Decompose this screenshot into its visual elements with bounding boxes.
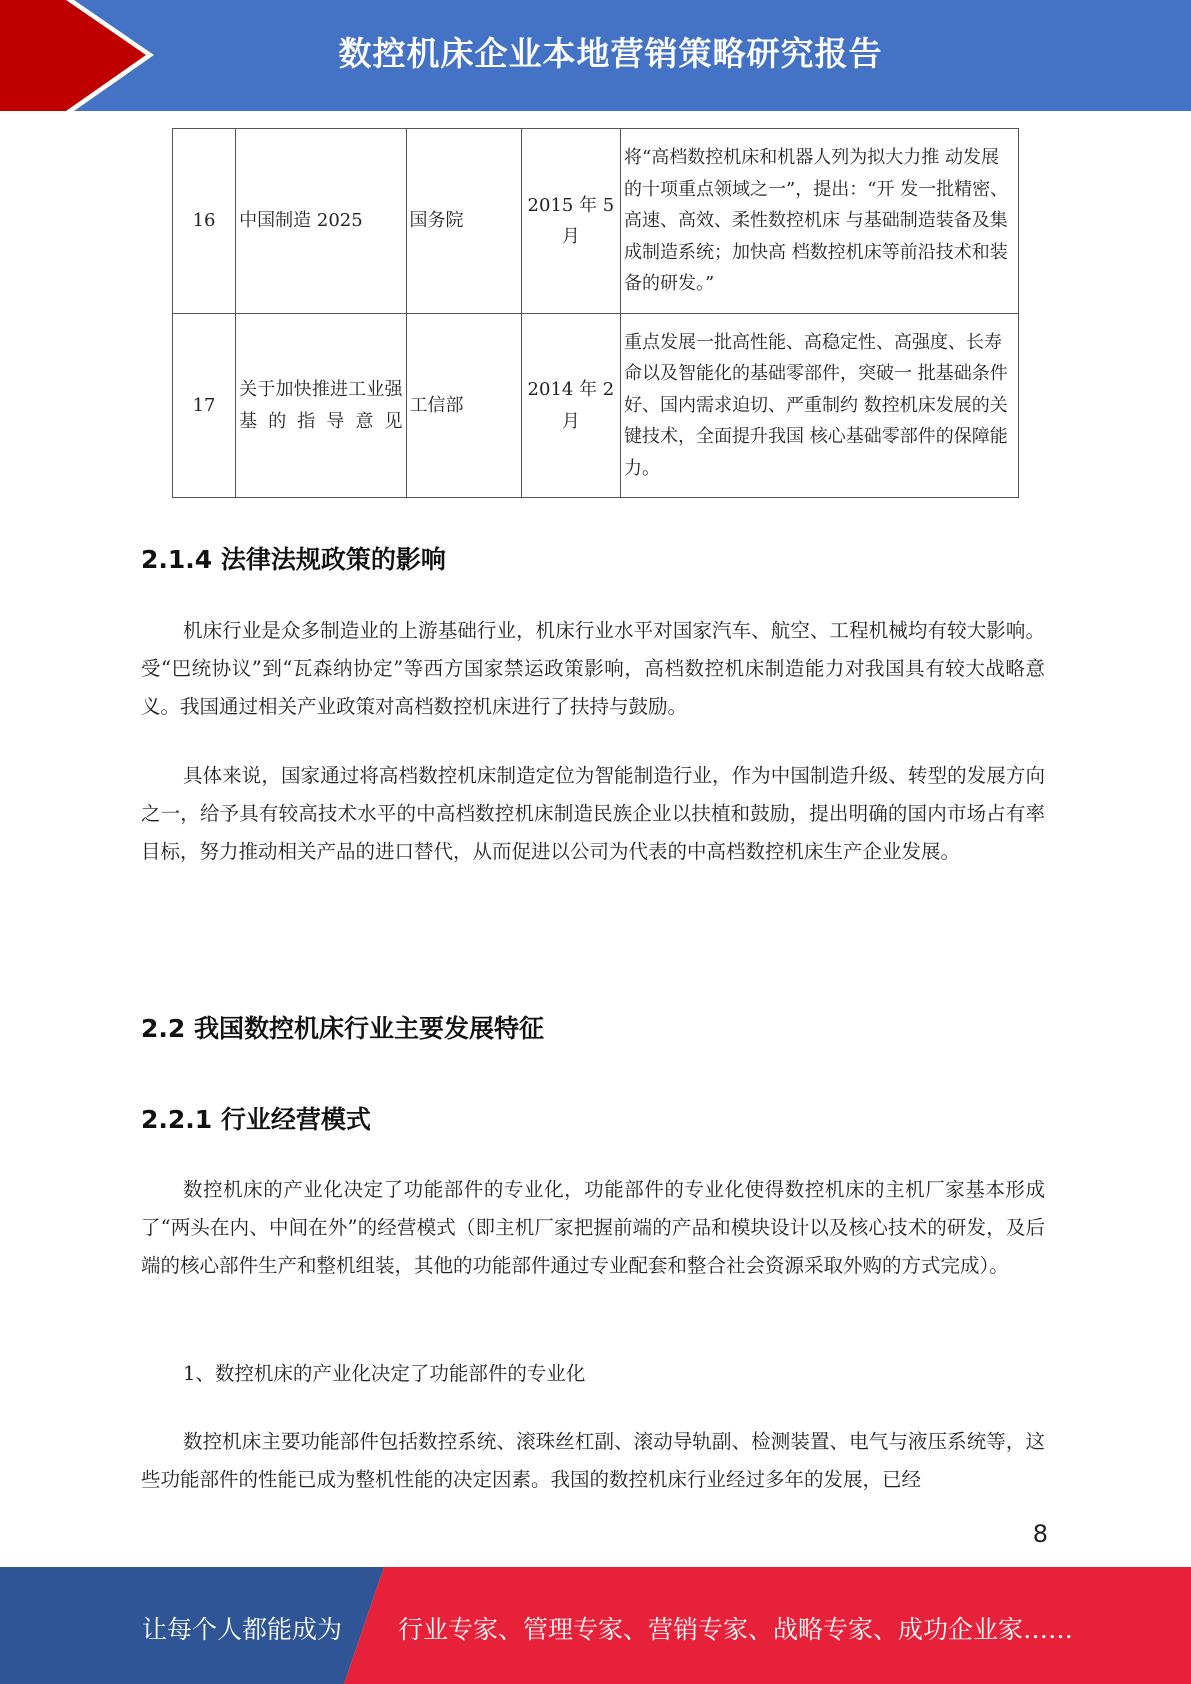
paragraph: 数控机床的产业化决定了功能部件的专业化，功能部件的专业化使得数控机床的主机厂家基本形成了“两头在内、中间在外”的经营模式（即主机厂家把握前端的产品和模块设计以及核心技术的研发，及后端的核心部件生产和整机组装，其他的功能部件通过专业配套和整合社会资源采取外购的方式完成）。 [141,1178,1045,1277]
policy-name: 关于加快推进工业强基的指导意见 [236,314,406,498]
section-heading-2-1-4: 2.1.4 法律法规政策的影响 [141,545,446,574]
page-footer [0,1567,1191,1684]
table-row [173,129,1019,314]
policy-name: 中国制造 2025 [236,129,406,314]
issuing-department: 工信部 [406,314,521,498]
list-item-heading: 1、数控机床的产业化决定了功能部件的专业化 [183,1362,586,1385]
paragraph: 机床行业是众多制造业的上游基础行业，机床行业水平对国家汽车、航空、工程机械均有较大影响。受“巴统协议”到“瓦森纳协定”等西方国家禁运政策影响，高档数控机床制造能力对我国具有较大战略意义。我国通过相关产业政策对高档数控机床进行了扶持与鼓励。 [141,619,1045,718]
report-title: 数控机床企业本地营销策略研究报告 [338,34,883,73]
policy-table [172,128,1019,498]
section-heading-2-2-1: 2.2.1 行业经营模式 [141,1105,371,1134]
row-number: 17 [173,314,236,498]
row-number: 16 [173,129,236,314]
page-number: 8 [1032,1520,1048,1548]
section-heading-2-2: 2.2 我国数控机床行业主要发展特征 [141,1014,544,1043]
issuing-department: 国务院 [406,129,521,314]
policy-description: 将“高档数控机床和机器人列为拟大力推 动发展的十项重点领域之一”，提出：“开 发一批精密、高速、高效、柔性数控机床 与基础制造装备及集成制造系统；加快高 档数控机床等前沿技术和装备的研发。” [621,129,1019,314]
issue-date: 2014 年 2 月 [521,314,620,498]
policy-description: 重点发展一批高性能、高稳定性、高强度、长寿命以及智能化的基础零部件，突破一 批基础条件好、国内需求迫切、严重制约 数控机床发展的关键技术，全面提升我国 核心基础零部件的保障能力。 [621,314,1019,498]
paragraph: 具体来说，国家通过将高档数控机床制造定位为智能制造行业，作为中国制造升级、转型的发展方向之一，给予具有较高技术水平的中高档数控机床制造民族企业以扶植和鼓励，提出明确的国内市场占有率目标，努力推动相关产品的进口替代，从而促进以公司为代表的中高档数控机床生产企业发展。 [141,764,1045,863]
table-row [173,314,1019,498]
paragraph: 数控机床主要功能部件包括数控系统、滚珠丝杠副、滚动导轨副、检测装置、电气与液压系统等，这些功能部件的性能已成为整机性能的决定因素。我国的数控机床行业经过多年的发展，已经 [141,1430,1045,1491]
issue-date: 2015 年 5 月 [521,129,620,314]
page-header [0,0,1191,111]
footer-slogan-left: 让每个人都能成为 [142,1615,343,1644]
footer-slogan-right: 行业专家、管理专家、营销专家、战略专家、成功企业家…… [398,1615,1074,1644]
